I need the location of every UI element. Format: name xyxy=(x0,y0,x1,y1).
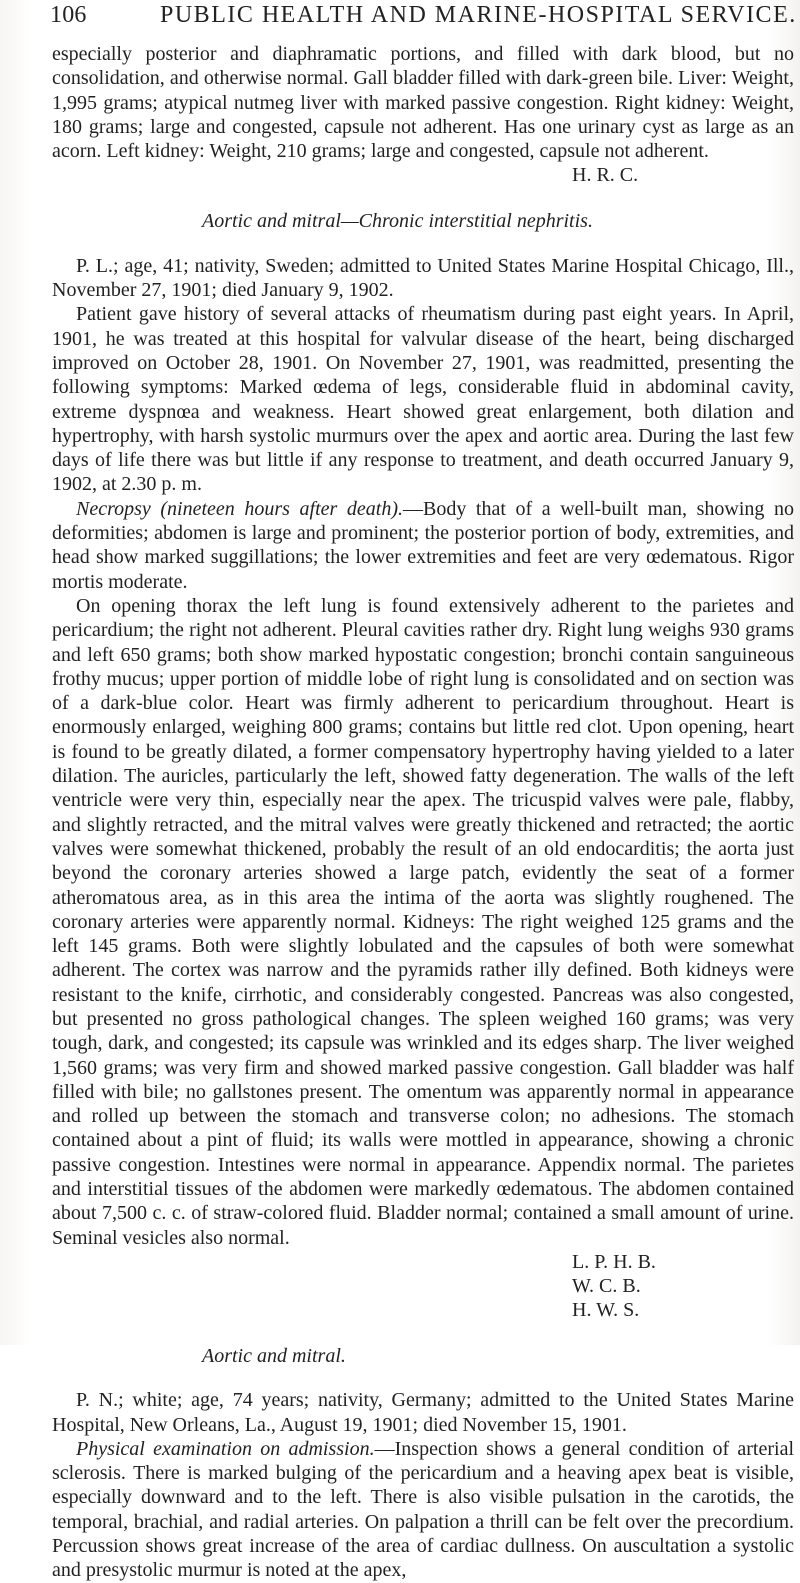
case2-signature: H. W. S. xyxy=(572,1298,640,1321)
case2-signature: L. P. H. B. xyxy=(572,1250,656,1273)
case3-heading: Aortic and mitral. xyxy=(202,1344,346,1367)
case2-signature: W. C. B. xyxy=(572,1274,641,1297)
case2-necropsy xyxy=(52,497,794,594)
case2-intro: P. L.; age, 41; nativity, Sweden; admitted to United States Marine Hospital Chicago, Ill., November 27, 1901; died January 9, 1902. xyxy=(52,254,794,302)
running-title: PUBLIC HEALTH AND MARINE-HOSPITAL SERVICE. xyxy=(160,2,797,28)
page-body xyxy=(52,42,794,1583)
case2-signature-block xyxy=(52,1250,794,1322)
case2-history: Patient gave history of several attacks of rheumatism during past eight years. In April, 1901, he was treated at this hospital for valvular disease of the heart, being discharged improved on October 28, 1901. On November 27, 1901, was readmitted, presenting the following symptoms: Marked œdema of legs, considerable fluid in abdominal cavity, extreme dyspnœa and weakness. Heart showed great enlargement, both dilation and hypertrophy, with harsh systolic murmurs over the apex and aortic area. During the last few days of life there was but little if any response to treatment, and death occurred January 9, 1902, at 2.30 p. m. xyxy=(52,303,794,496)
case2-findings: On opening thorax the left lung is found extensively adherent to the parietes and pericardium; the right not adherent. Pleural cavities rather dry. Right lung weighs 930 grams and left 650 grams; both show marked hypostatic congestion; bronchi contain sanguineous frothy mucus; upper portion of middle lobe of right lung is consolidated and on section was of a dark-blue color. Heart was firmly adherent to pericardium throughout. Heart is enormously enlarged, weighing 800 grams; contains but little red clot. Upon opening, heart is found to be greatly dilated, a former compensatory hypertrophy having yielded to a later dilation. The auricles, particularly the left, showed fatty degeneration. The walls of the left ventricle were very thin, especially near the apex. The tricuspid valves were pale, flabby, and slightly retracted, and the mitral valves were greatly thickened and retracted; the aortic valves were somewhat thickened, probably the result of an old endocarditis; the aorta just beyond the coronary arteries showed a large patch, evidently the seat of a former atheromatous area, as in this area the intima of the aorta was slightly roughened. The coronary arteries were apparently normal. Kidneys: The right weighed 125 grams and the left 145 grams. Both were slightly lobulated and the capsules of both were somewhat adherent. The cortex was narrow and the pyramids rather illy defined. Both kidneys were resistant to the knife, cirrhotic, and considerably congested. Pancreas was also congested, but presented no gross pathological changes. The spleen weighed 160 grams; was very tough, dark, and congested; its capsule was wrinkled and its edges sharp. The liver weighed 1,560 grams; was very firm and showed marked passive congestion. Gall bladder was half filled with bile; no gallstones present. The omentum was apparently normal in appearance and rolled up between the stomach and transverse colon; no adhesions. The stomach contained about a pint of fluid; its walls were mottled in appearance, showing a chronic passive congestion. Intestines were normal in appearance. Appendix normal. The parietes and interstitial tissues of the abdomen were markedly œdematous. The abdomen contained about 7,500 c. c. of straw-colored fluid. Bladder normal; contained a small amount of urine. Seminal vesicles also normal. xyxy=(52,594,794,1249)
case3-intro: P. N.; white; age, 74 years; nativity, Germany; admitted to the United States Marine Hospital, New Orleans, La., August 19, 1901; died November 15, 1901. xyxy=(52,1389,794,1436)
case1-text: especially posterior and diaphramatic portions, and filled with dark blood, but no consolidation, and otherwise normal. Gall bladder filled with dark-green bile. Liver: Weight, 1,995 grams; atypical nutmeg liver with marked passive congestion. Right kidney: Weight, 180 grams; large and congested, capsule not adherent. Has one urinary cyst as large as an acorn. Left kidney: Weight, 210 grams; large and congested, capsule not adherent. xyxy=(52,43,794,163)
case3-exam-label: Physical examination on admission. xyxy=(76,1437,375,1460)
case1-signature-block xyxy=(52,163,794,187)
case3-exam xyxy=(52,1437,794,1583)
case3-exam-text: —Inspection shows a general condition of arterial sclerosis. There is marked bulging of the pericardium and a heaving apex beat is visible, especially downward and to the left. There is also visible pulsation in the carotids, the temporal, brachial, and radial arteries. On palpation a thrill can be felt over the precordium. Percussion shows great increase of the area of cardiac dullness. On auscultation a systolic and presystolic murmur is noted at the apex, xyxy=(52,1437,795,1582)
page-number: 106 xyxy=(50,2,87,28)
case2-heading: Aortic and mitral—Chronic interstitial nephritis. xyxy=(202,210,593,233)
case1-signature: H. R. C. xyxy=(572,164,639,187)
running-header xyxy=(50,2,797,34)
case2-necropsy-text: —Body that of a well-built man, showing no deformities; abdomen is large and prominent; the posterior portion of body, extremities, and head show marked suggillations; the lower extremities and feet are very œdematous. Rigor mortis moderate. xyxy=(52,497,794,593)
case2-necropsy-label: Necropsy (nineteen hours after death). xyxy=(76,497,403,520)
